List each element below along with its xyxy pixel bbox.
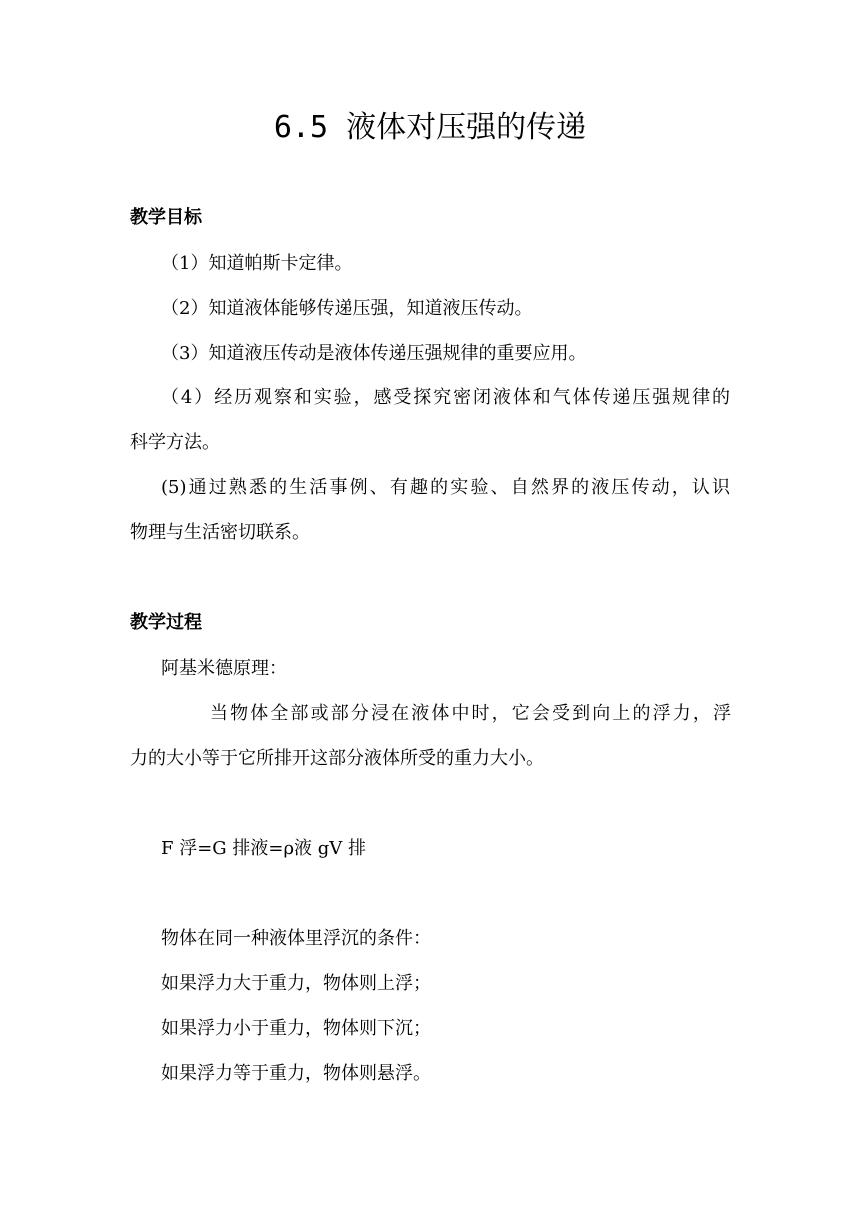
condition-intro: 物体在同一种液体里浮沉的条件：	[161, 928, 431, 949]
condition-suspend: 如果浮力等于重力，物体则悬浮。	[161, 1063, 431, 1084]
goal-item-4-line-2: 科学方法。	[130, 432, 220, 453]
condition-sink: 如果浮力小于重力，物体则下沉；	[161, 1018, 431, 1039]
archimedes-text-line-1: 当物体全部或部分浸在液体中时，它会受到向上的浮力，浮	[210, 703, 731, 724]
section-heading-process: 教学过程	[130, 612, 202, 633]
condition-rise: 如果浮力大于重力，物体则上浮；	[161, 973, 431, 994]
archimedes-text-line-2: 力的大小等于它所排开这部分液体所受的重力大小。	[130, 748, 544, 769]
goal-item-2: （2）知道液体能够传递压强，知道液压传动。	[161, 298, 533, 319]
buoyancy-formula: F 浮=G 排液=ρ液 gV 排	[161, 838, 367, 859]
goal-item-1: （1）知道帕斯卡定律。	[161, 253, 353, 274]
goal-item-3: （3）知道液压传动是液体传递压强规律的重要应用。	[161, 343, 587, 364]
goal-item-5-line-2: 物理与生活密切联系。	[130, 522, 310, 543]
archimedes-label: 阿基米德原理：	[161, 658, 287, 679]
page-title: 6.5 液体对压强的传递	[273, 110, 587, 145]
goal-item-4-line-1: （4）经历观察和实验，感受探究密闭液体和气体传递压强规律的	[161, 387, 730, 408]
section-heading-goals: 教学目标	[130, 207, 202, 228]
goal-item-5-line-1: (5)通过熟悉的生活事例、有趣的实验、自然界的液压传动，认识	[161, 477, 730, 498]
